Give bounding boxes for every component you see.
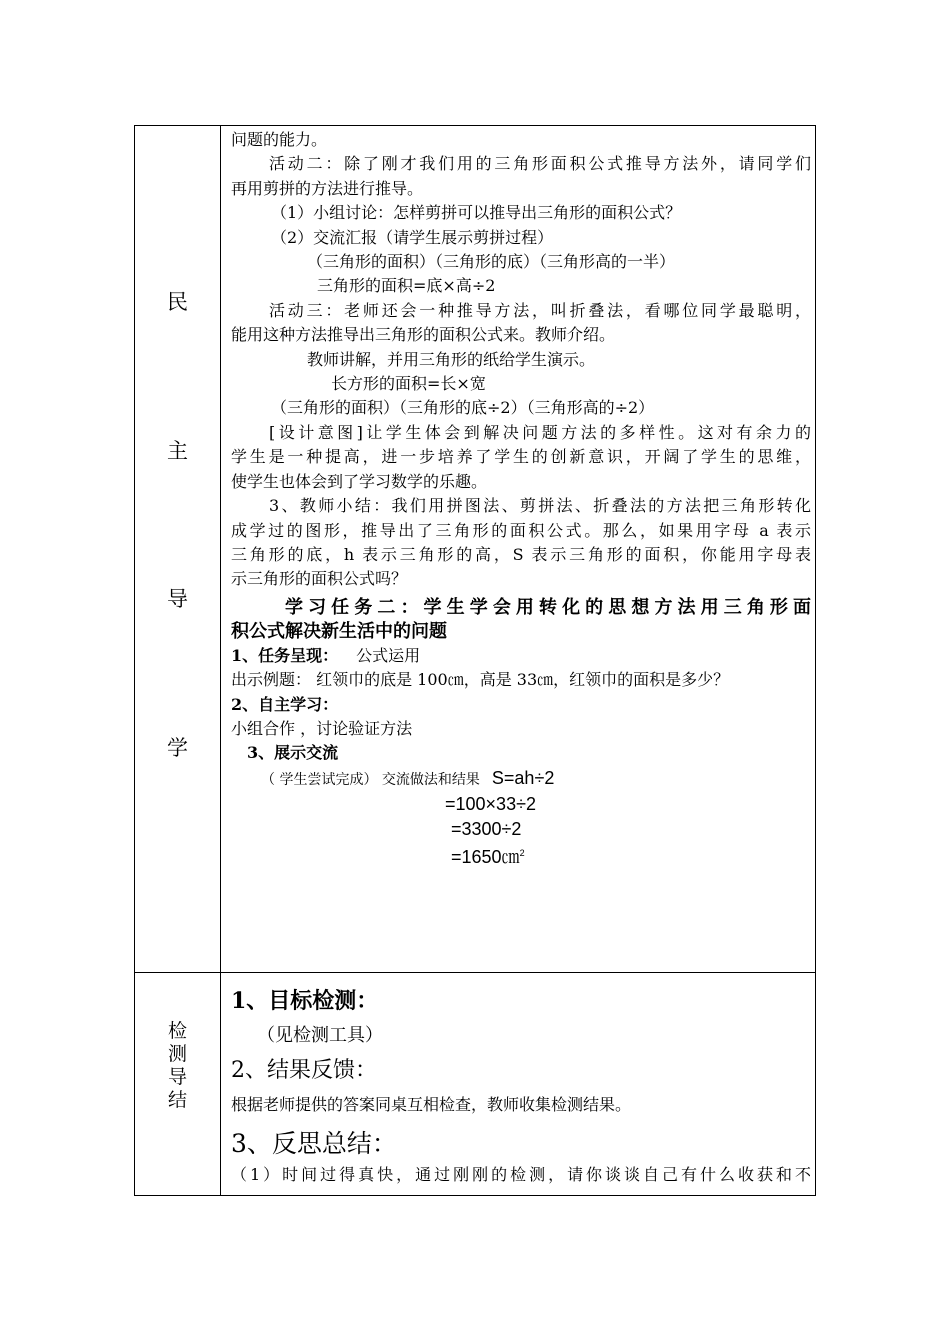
feedback-text: 根据老师提供的答案同桌互相检查，教师收集检测结果。	[231, 1095, 632, 1114]
task-present-text: 公式运用	[356, 645, 421, 665]
text-line: （三角形的面积）（三角形的底）（三角形高的一半）	[307, 252, 676, 272]
formula-line: =100×33÷2	[445, 794, 536, 815]
formula-superscript: 2	[519, 847, 525, 858]
side-label-char: 测	[167, 1043, 187, 1065]
task-title: 积公式解决新生活中的问题	[231, 620, 447, 642]
text-line: 三角形的面积=底×高÷2	[317, 276, 496, 296]
text-line: 能用这种方法推导出三角形的面积公式来。教师介绍。	[231, 325, 616, 345]
text-line: 问题的能力。	[231, 130, 328, 149]
feedback-heading: 2、结果反馈：	[231, 1058, 377, 1083]
section1-content	[231, 128, 811, 869]
example-problem: 出示例题： 红领巾的底是 100㎝，高是 33㎝，红领巾的面积是多少？	[231, 670, 730, 690]
show-line	[231, 766, 811, 792]
task-present-label: 1、任务呈现：	[231, 645, 339, 665]
section2-content	[231, 984, 811, 1188]
text-line: （2）交流汇报（请学生展示剪拼过程）	[271, 227, 554, 247]
column-divider	[220, 126, 221, 1195]
self-study-text: 小组合作 ，讨论验证方法	[231, 718, 413, 738]
formula-line: S=ah÷2	[491, 767, 555, 788]
task-title: 学习任务二：学生学会用转化的思想方法用三角形面	[285, 596, 811, 618]
text-line: （1）小组讨论：怎样剪拼可以推导出三角形的面积公式？	[271, 203, 682, 223]
text-line: 学生是一种提高，进一步培养了学生的创新意识，开阔了学生的思维，	[231, 447, 811, 467]
side-label-char: 主	[167, 439, 188, 463]
show-label: 3、展示交流	[247, 743, 339, 763]
target-test-heading: 1、目标检测：	[231, 988, 379, 1014]
lesson-plan-table	[134, 125, 816, 1196]
formula-result: =1650㎝	[451, 846, 520, 867]
text-line: 长方形的面积=长×宽	[331, 374, 486, 394]
text-line: 三角形的底，h 表示三角形的高，S 表示三角形的面积，你能用字母表	[231, 544, 811, 564]
text-line: 3、教师小结：我们用拼图法、剪拼法、折叠法的方法把三角形转化	[269, 496, 811, 516]
text-line: 再用剪拼的方法进行推导。	[231, 178, 424, 198]
formula-line	[231, 841, 811, 869]
reflection-text: （1）时间过得真快，通过刚刚的检测，请你谈谈自己有什么收获和不	[231, 1165, 811, 1184]
row-divider	[135, 972, 815, 973]
formula-line: =3300÷2	[451, 818, 522, 839]
text-line: 使学生也体会到了学习数学的乐趣。	[231, 471, 488, 491]
text-line: 教师讲解，并用三角形的纸给学生演示。	[307, 349, 596, 369]
side-label-vertical	[135, 1020, 220, 1112]
target-test-sub: （见检测工具）	[257, 1025, 383, 1046]
reflection-heading: 3、反思总结：	[231, 1129, 397, 1158]
show-small-text: （ 学生尝试完成） 交流做法和结果	[261, 771, 480, 788]
text-line: 活动二：除了刚才我们用的三角形面积公式推导方法外，请同学们	[269, 154, 811, 174]
text-line: （三角形的面积）（三角形的底÷2）（三角形高的÷2）	[271, 398, 655, 418]
side-label-char: 结	[167, 1089, 187, 1111]
side-label-char: 学	[167, 736, 188, 760]
side-label-char: 导	[167, 1066, 187, 1088]
side-label-char: 导	[167, 587, 188, 611]
text-line: 成学过的图形，推导出了三角形的面积公式。那么，如果用字母 a 表示	[231, 520, 811, 540]
task-present	[231, 644, 811, 668]
side-label-char: 民	[167, 290, 188, 314]
self-study-label: 2、自主学习：	[231, 694, 339, 714]
side-label-char: 检	[167, 1020, 187, 1042]
text-line: [设计意图]让学生体会到解决问题方法的多样性。这对有余力的	[269, 422, 811, 442]
text-line: 示三角形的面积公式吗？	[231, 569, 408, 589]
text-line: 活动三：老师还会一种推导方法，叫折叠法，看哪位同学最聪明，	[269, 300, 811, 320]
